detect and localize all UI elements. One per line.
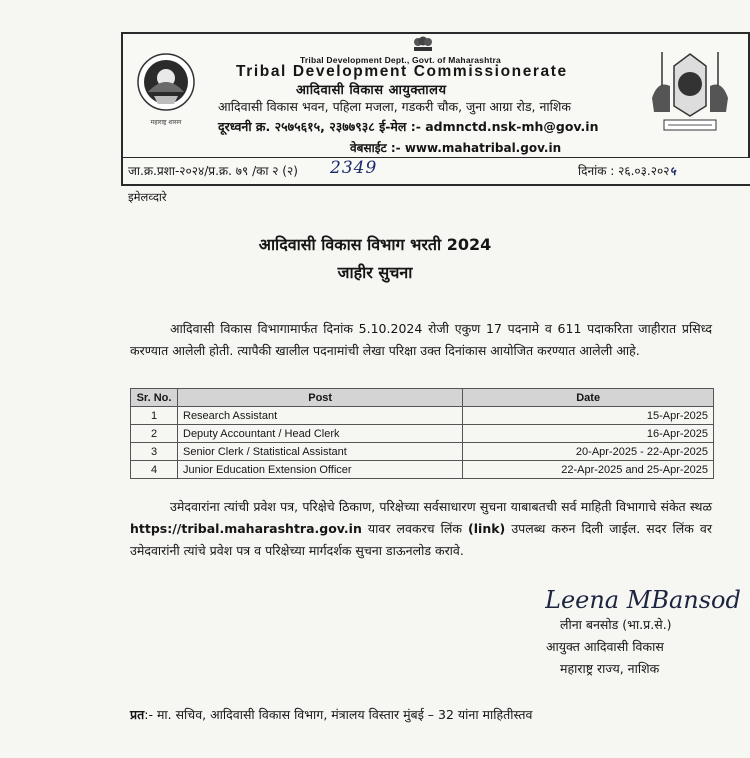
office-contact: दूरध्वनी क्र. २५७५६१५, २३७७९३८ ई-मेल :- admnctd.nsk-mh@gov.in — [218, 119, 599, 134]
reference-handwritten: 2349 — [330, 158, 378, 178]
table-row — [131, 425, 714, 443]
sr-no-cell: 3 — [131, 443, 178, 461]
sr-no-cell: 1 — [131, 407, 178, 425]
svg-text:Leena MBansod: Leena MBansod — [545, 586, 741, 614]
handwritten-signature — [545, 580, 745, 620]
date-cell: 15-Apr-2025 — [463, 407, 714, 425]
table-row — [131, 407, 714, 425]
office-website: वेबसाईट :- www.mahatribal.gov.in — [350, 141, 562, 155]
recipient-line: इमेलव्दारे — [128, 190, 167, 204]
copy-to-line: प्रत:- मा. सचिव, आदिवासी विकास विभाग, मंत्रालय विस्तार मुंबई – 32 यांना माहितीस्तव — [130, 707, 533, 722]
tribal-development-logo — [134, 48, 198, 132]
office-name-marathi: आदिवासी विकास आयुक्तालय — [296, 83, 447, 98]
reference-number: जा.क्र.प्रशा-२०२४/प्र.क्र. ७९ /का २ (२) — [128, 164, 298, 178]
instructions-paragraph: उमेदवारांना त्यांची प्रवेश पत्र, परिक्षेचे ठिकाण, परिक्षेच्या सर्वसाधारण सुचना याबाबतची सर्व माहिती विभागाचे संकेत स्थळ https://tribal.maharashtra.gov.in यावर लवकरच लिंक (link) उपलब्ध करुन दिली जाईल. सदर लिंक वर उमेदवारांनी त्यांचे प्रवेश पत्र व परिक्षेच्या मार्गदर्शक सुचना डाऊनलोड करावे. — [130, 499, 712, 558]
column-header: Post — [178, 389, 463, 407]
office-address: आदिवासी विकास भवन, पहिला मजला, गडकरी चौक, जुना आग्रा रोड, नाशिक — [218, 99, 571, 114]
signatory-place: महाराष्ट्र राज्य, नाशिक — [560, 661, 660, 676]
column-header: Date — [463, 389, 714, 407]
dept-small-heading: Tribal Development Dept., Govt. of Maharashtra — [300, 55, 501, 65]
notice-subtitle: जाहीर सुचना — [337, 263, 413, 282]
svg-text:महाराष्ट्र शासन: महाराष्ट्र शासन — [150, 119, 182, 126]
signatory-name: लीना बनसोड (भा.प्र.से.) — [560, 617, 672, 632]
column-header: Sr. No. — [131, 389, 178, 407]
date-cell: 22-Apr-2025 and 25-Apr-2025 — [463, 461, 714, 479]
reference-date: दिनांक : २६.०३.२०२५ — [578, 164, 676, 178]
maharashtra-crest — [644, 46, 736, 138]
sr-no-cell: 4 — [131, 461, 178, 479]
date-cell: 20-Apr-2025 - 22-Apr-2025 — [463, 443, 714, 461]
notice-title: आदिवासी विकास विभाग भरती 2024 — [258, 235, 492, 254]
post-cell: Junior Education Extension Officer — [178, 461, 463, 479]
post-cell: Research Assistant — [178, 407, 463, 425]
website-link[interactable]: https://tribal.maharashtra.gov.in — [130, 521, 362, 536]
exam-schedule-table — [130, 388, 714, 479]
post-cell: Senior Clerk / Statistical Assistant — [178, 443, 463, 461]
signatory-designation: आयुक्त आदिवासी विकास — [546, 639, 664, 654]
office-name-english: Tribal Development Commissionerate — [236, 63, 568, 80]
national-emblem-icon — [411, 35, 435, 53]
sr-no-cell: 2 — [131, 425, 178, 443]
table-header-row — [131, 389, 714, 407]
date-cell: 16-Apr-2025 — [463, 425, 714, 443]
table-row — [131, 461, 714, 479]
table-row — [131, 443, 714, 461]
intro-paragraph: आदिवासी विकास विभागामार्फत दिनांक 5.10.2024 रोजी एकुण 17 पदनामे व 611 पदाकरिता जाहीरात प्रसिध्द करण्यात आलेली होती. त्यापैकी खालील पदनामांची लेखा परिक्षा उक्त दिनांकास आयोजित करण्यात आलेली आहे. — [130, 321, 712, 358]
post-cell: Deputy Accountant / Head Clerk — [178, 425, 463, 443]
